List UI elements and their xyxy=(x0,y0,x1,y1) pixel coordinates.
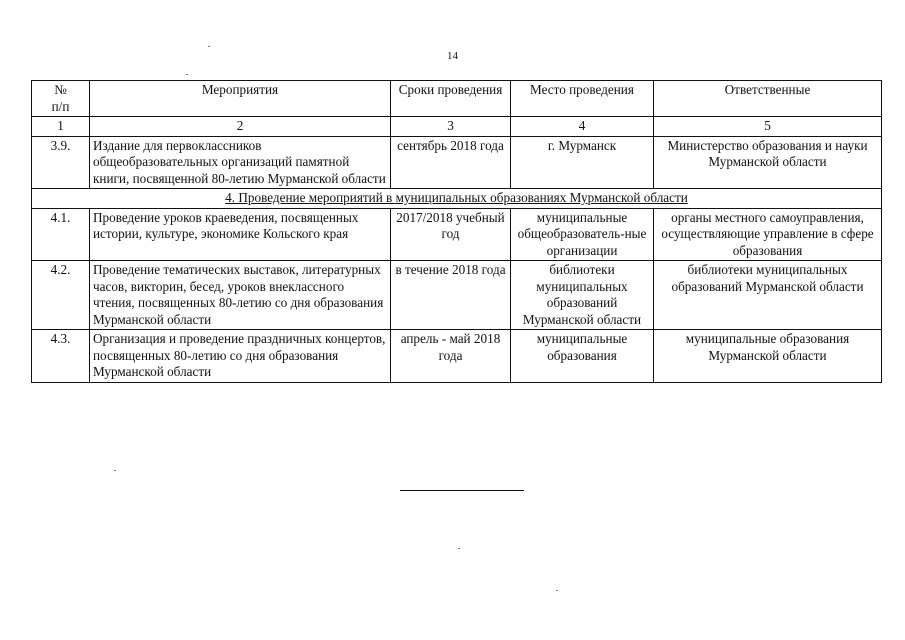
row-number: 4.1. xyxy=(32,208,90,261)
header-place: Место проведения xyxy=(511,81,654,117)
column-number: 4 xyxy=(511,117,654,137)
row-number: 3.9. xyxy=(32,136,90,189)
events-table xyxy=(31,80,882,383)
row-date: 2017/2018 учебный год xyxy=(391,208,511,261)
row-event: Проведение уроков краеведения, посвященных истории, культуре, экономике Кольского края xyxy=(90,208,391,261)
row-number: 4.3. xyxy=(32,330,90,383)
row-responsible: органы местного самоуправления, осуществляющие управление в сфере образования xyxy=(654,208,882,261)
section-title: 4. Проведение мероприятий в муниципальных образованиях Мурманской области xyxy=(32,189,882,209)
column-number: 2 xyxy=(90,117,391,137)
column-number: 1 xyxy=(32,117,90,137)
table-row xyxy=(32,136,882,189)
column-numbers-row xyxy=(32,117,882,137)
table-row xyxy=(32,330,882,383)
row-event: Проведение тематических выставок, литературных часов, викторин, бесед, уроков внеклассного чтения, посвященных 80-летию со дня образования Мурманской области xyxy=(90,261,391,330)
table-header-row xyxy=(32,81,882,117)
row-place: библиотеки муниципальных образований Мурманской области xyxy=(511,261,654,330)
section-heading-row xyxy=(32,189,882,209)
row-event: Издание для первоклассников общеобразовательных организаций памятной книги, посвященной 80-летию Мурманской области xyxy=(90,136,391,189)
row-number: 4.2. xyxy=(32,261,90,330)
row-place: муниципальные образования xyxy=(511,330,654,383)
scan-speck xyxy=(186,74,188,75)
row-responsible: муниципальные образования Мурманской области xyxy=(654,330,882,383)
scan-speck xyxy=(556,590,558,591)
row-responsible: библиотеки муниципальных образований Мурманской области xyxy=(654,261,882,330)
scan-speck xyxy=(208,46,210,47)
header-number: № п/п xyxy=(32,81,90,117)
row-event: Организация и проведение праздничных концертов, посвященных 80-летию со дня образования Мурманской области xyxy=(90,330,391,383)
row-date: в течение 2018 года xyxy=(391,261,511,330)
row-date: сентябрь 2018 года xyxy=(391,136,511,189)
table-row xyxy=(32,208,882,261)
row-date: апрель - май 2018 года xyxy=(391,330,511,383)
row-responsible: Министерство образования и науки Мурманской области xyxy=(654,136,882,189)
closing-divider-line xyxy=(400,490,524,491)
header-dates: Сроки проведения xyxy=(391,81,511,117)
scan-speck xyxy=(114,470,116,471)
column-number: 3 xyxy=(391,117,511,137)
row-place: г. Мурманск xyxy=(511,136,654,189)
header-events: Мероприятия xyxy=(90,81,391,117)
scan-speck xyxy=(458,548,460,549)
header-responsible: Ответственные xyxy=(654,81,882,117)
row-place: муниципальные общеобразователь-ные организации xyxy=(511,208,654,261)
page-number: 14 xyxy=(447,50,458,62)
column-number: 5 xyxy=(654,117,882,137)
table-row xyxy=(32,261,882,330)
